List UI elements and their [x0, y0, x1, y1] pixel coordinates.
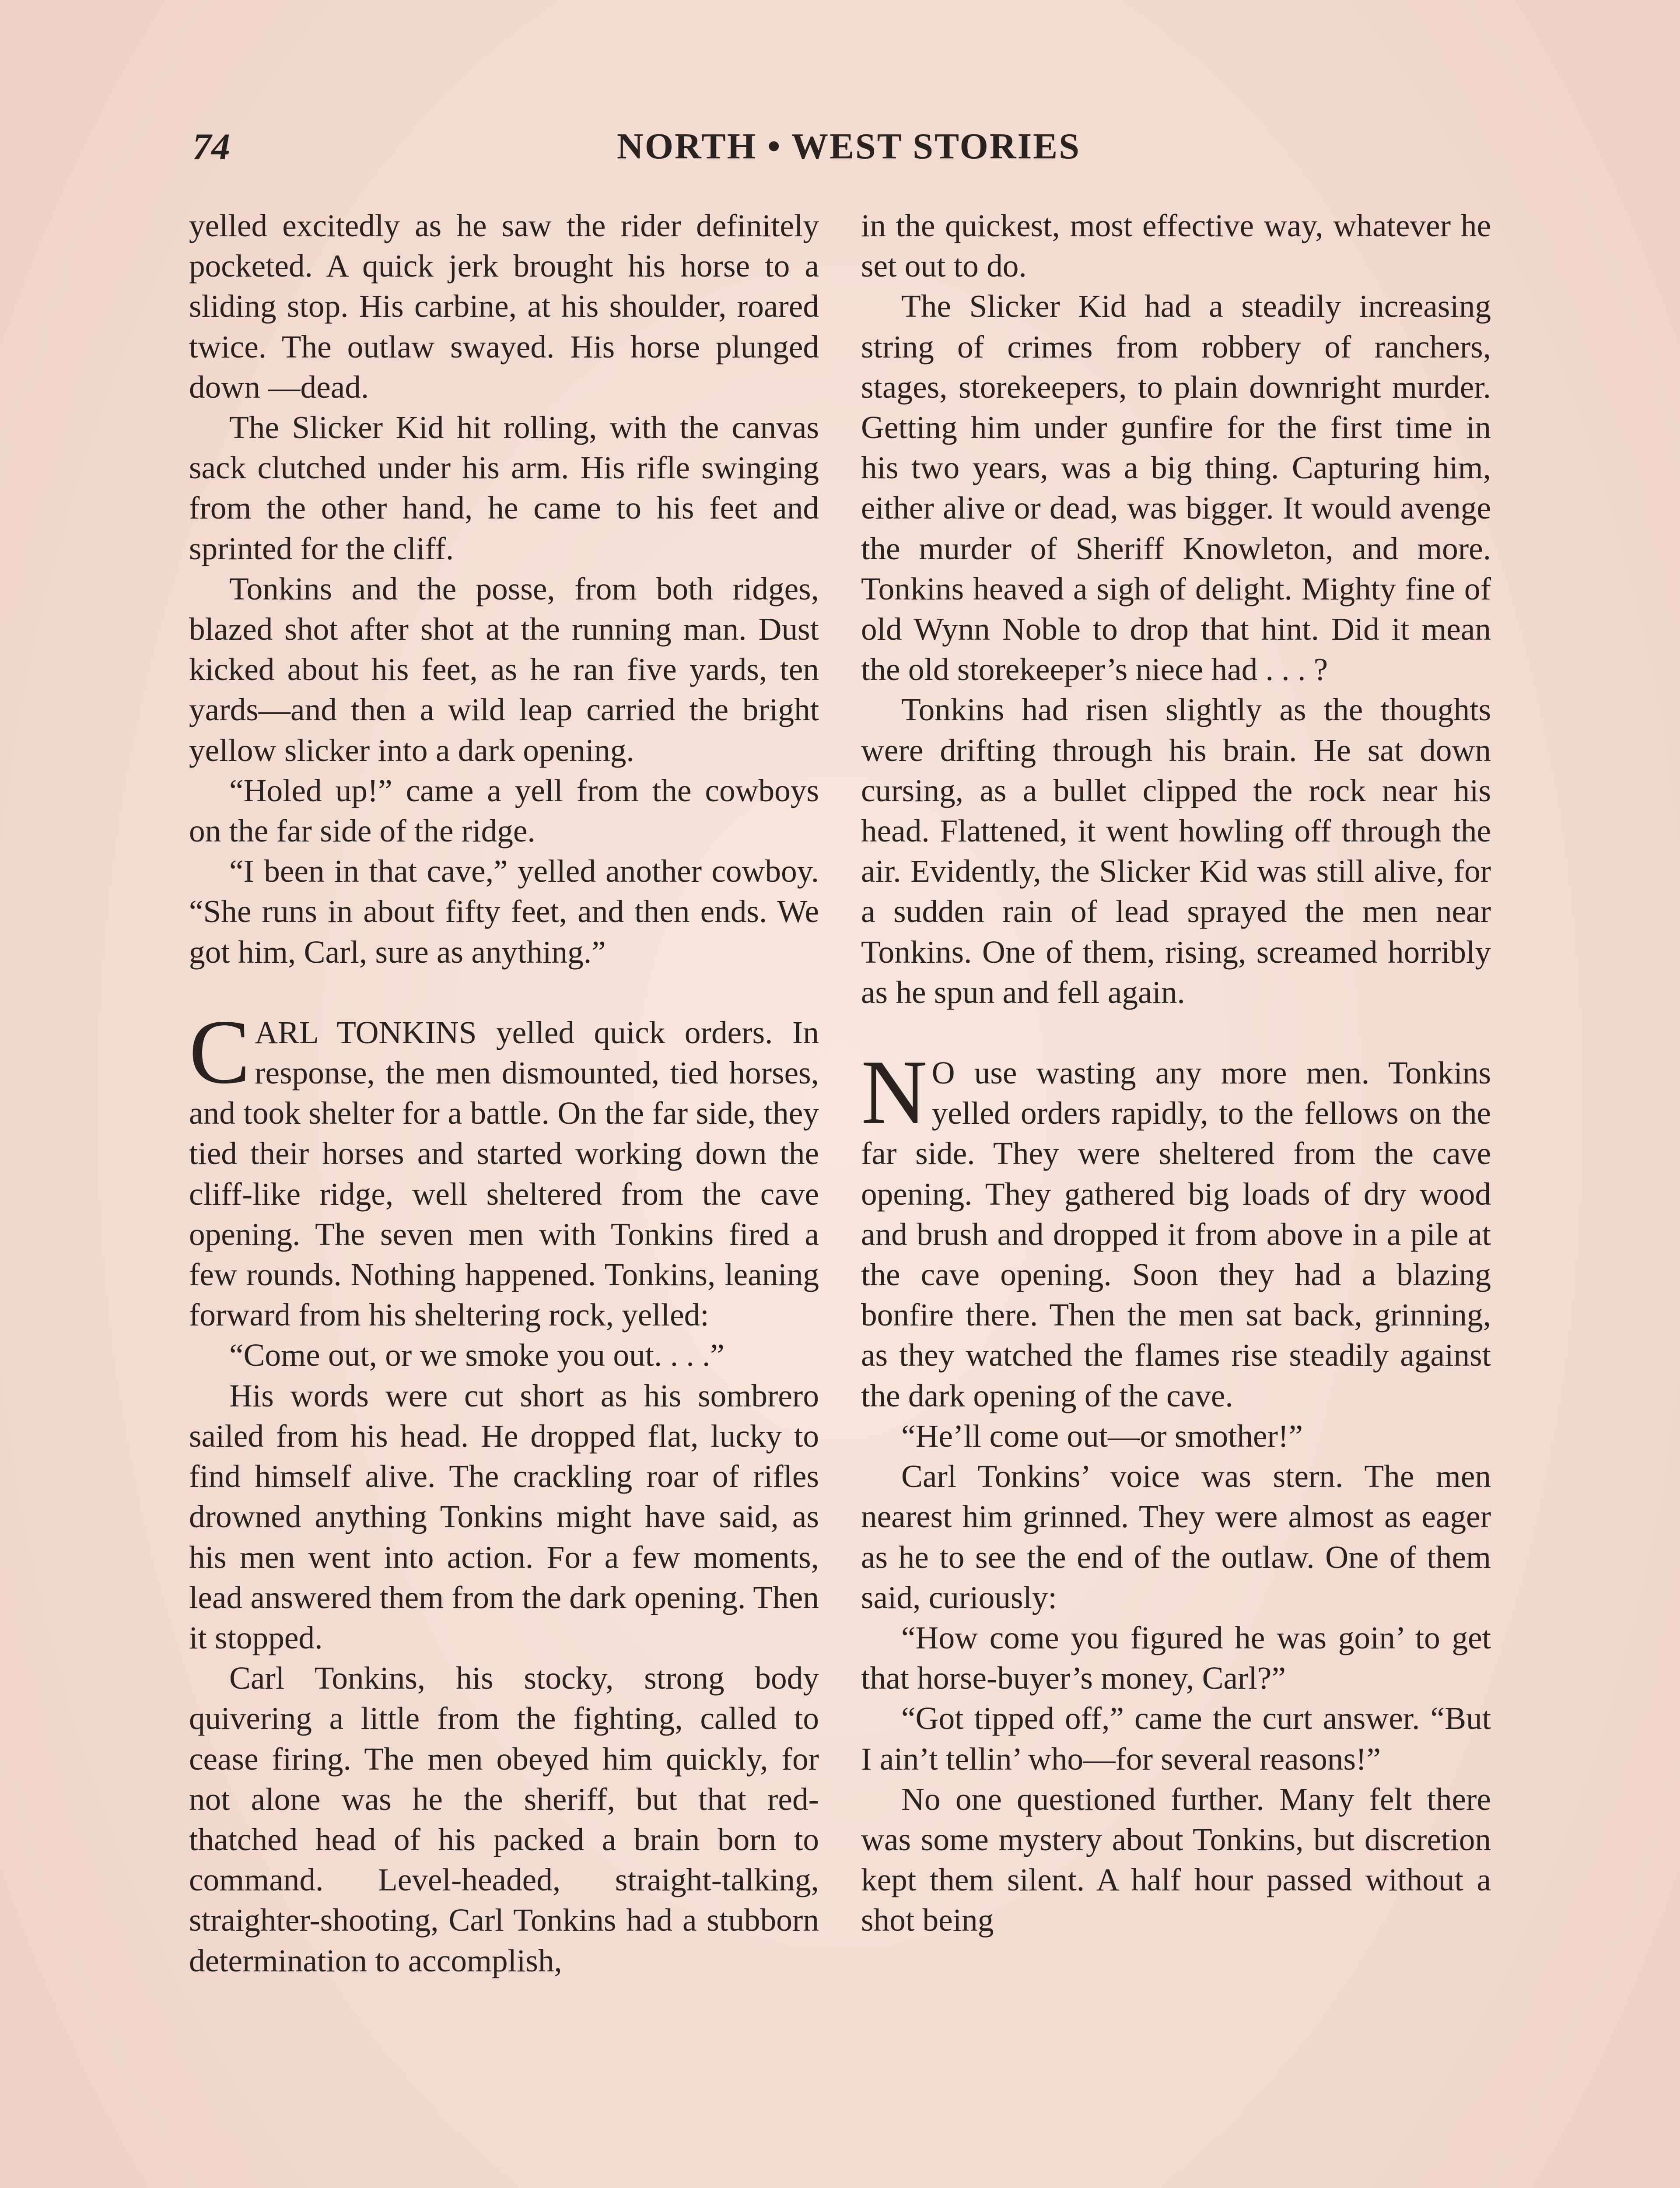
section-lead-paragraph	[861, 1041, 1491, 1416]
paragraph: Tonkins and the posse, from both ridges, blazed shot after shot at the running man. Dust kicked about his feet, as he ran five yards, ten yards—and then a wild leap carried the bright yellow slicker into a dark opening.	[189, 571, 819, 768]
paragraph: No one questioned further. Many felt there was some mystery about Tonkins, but discretion kept them silent. A half hour passed without a shot being	[861, 1781, 1491, 1938]
page-number: 74	[192, 126, 230, 168]
drop-cap: C	[189, 1001, 251, 1103]
paragraph: The Slicker Kid hit rolling, with the canvas sack clutched under his arm. His rifle swinging from the other hand, he came to his feet and sprinted for the cliff.	[189, 410, 819, 566]
section-lead-paragraph	[189, 1001, 819, 1336]
paragraph: Carl Tonkins, his stocky, strong body quivering a little from the fighting, called to cease firing. The men obeyed him quickly, for not alone was he the sheriff, but that red-thatched head of his packed a brain born to command. Level-headed, straight-talking, straighter-shooting, Carl Tonkins had a stubborn determination to accomplish,	[189, 1660, 819, 1978]
paragraph: “How come you figured he was goin’ to get that horse-buyer’s money, Carl?”	[861, 1620, 1491, 1696]
paragraph: “Got tipped off,” came the curt answer. “But I ain’t tellin’ who—for several reasons!”	[861, 1701, 1491, 1777]
paragraph: Tonkins had risen slightly as the thoughts were drifting through his brain. He sat down cursing, as a bullet clipped the rock near his head. Flattened, it went howling off through the air. Evidently, the Slicker Kid was still alive, for a sudden rain of lead sprayed the men near Tonkins. One of them, rising, screamed horribly as he spun and fell again.	[861, 692, 1491, 1010]
paragraph: yelled excitedly as he saw the rider definitely pocketed. A quick jerk brought his horse to a sliding stop. His carbine, at his shoulder, roared twice. The outlaw swayed. His horse plunged down —dead.	[189, 208, 819, 405]
left-column	[189, 206, 819, 2188]
section-lead-text: O use wasting any more men. Tonkins yelled orders rapidly, to the fellows on the far side. They were sheltered from the cave opening. They gathered big loads of dry wood and brush and dropped it from above in a pile at the cave opening. Soon they had a blazing bonfire there. Then the men sat back, grinning, as they watched the flames rise steadily against the dark opening of the cave.	[861, 1055, 1491, 1413]
paragraph: The Slicker Kid had a steadily increasing string of crimes from robbery of ranchers, stages, storekeepers, to plain downright murder. Getting him under gunfire for the first time in his two years, was a big thing. Capturing him, either alive or dead, was bigger. It would avenge the murder of Sheriff Knowleton, and more. Tonkins heaved a sigh of delight. Mighty fine of old Wynn Noble to drop that hint. Did it mean the old storekeeper’s niece had . . . ?	[861, 288, 1491, 687]
paragraph: His words were cut short as his sombrero sailed from his head. He dropped flat, lucky to find himself alive. The crackling roar of rifles drowned anything Tonkins might have said, as his men went into action. For a few moments, lead answered them from the dark opening. Then it stopped.	[189, 1378, 819, 1655]
paragraph: “Holed up!” came a yell from the cowboys on the far side of the ridge.	[189, 772, 819, 849]
paragraph: Carl Tonkins’ voice was stern. The men nearest him grinned. They were almost as eager as he to see the end of the outlaw. One of them said, curiously:	[861, 1459, 1491, 1615]
paragraph: in the quickest, most effective way, whatever he set out to do.	[861, 208, 1491, 284]
section-lead-text: ARL TONKINS yelled quick orders. In response, the men dismounted, tied horses, and took shelter for a battle. On the far side, they tied their horses and started working down the cliff-like ridge, well sheltered from the cave opening. The seven men with Tonkins fired a few rounds. Nothing happened. Tonkins, leaning forward from his sheltering rock, yelled:	[189, 1014, 819, 1333]
page-header	[192, 118, 1505, 175]
paragraph: “I been in that cave,” yelled another cowboy. “She runs in about fifty feet, and then ends. We got him, Carl, sure as anything.”	[189, 853, 819, 970]
drop-cap: N	[861, 1041, 928, 1143]
paragraph: “Come out, or we smoke you out. . . .”	[229, 1337, 724, 1373]
paragraph: “He’ll come out—or smother!”	[901, 1418, 1303, 1454]
running-title: NORTH • WEST STORIES	[617, 126, 1081, 167]
right-column	[861, 206, 1491, 2188]
